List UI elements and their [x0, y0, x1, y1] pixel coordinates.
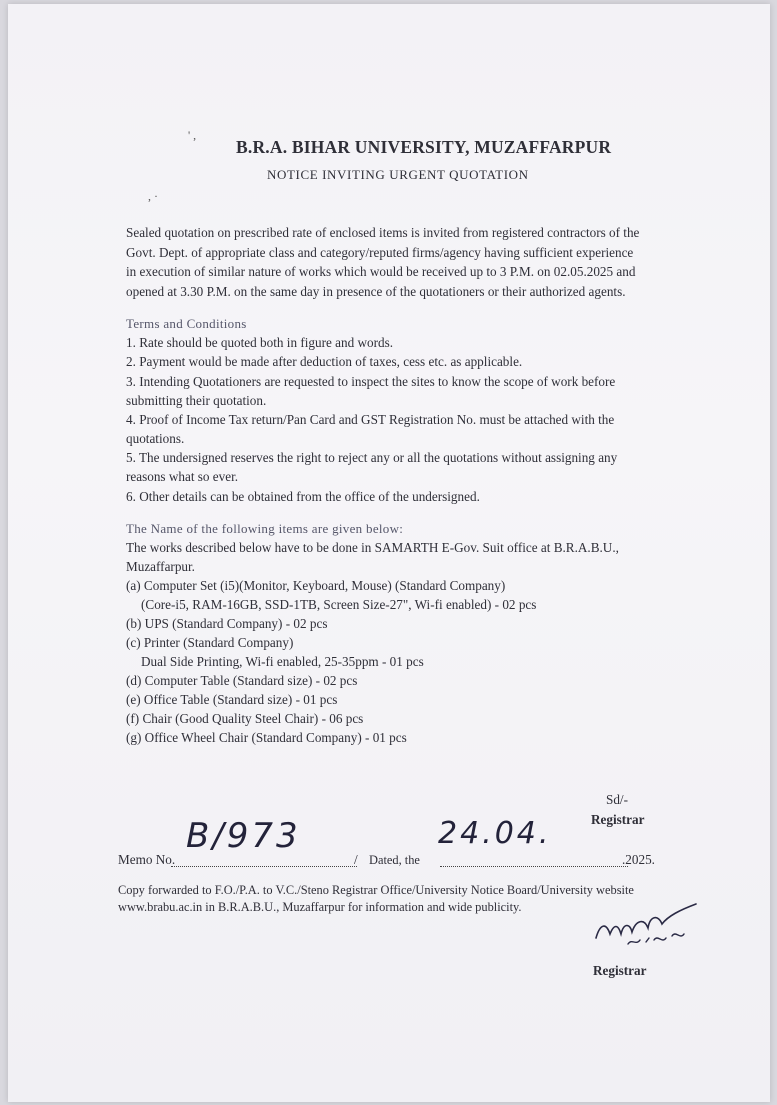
dated-label: Dated, the: [369, 853, 420, 867]
items-intro-line: Muzaffarpur.: [126, 559, 195, 574]
copy-forward-line: Copy forwarded to F.O./P.A. to V.C./Steno Registrar Office/University Notice Board/University website: [118, 883, 634, 897]
memo-number-handwritten: B/973: [186, 816, 301, 856]
intro-line: Sealed quotation on prescribed rate of enclosed items is invited from registered contractors of the: [126, 225, 640, 240]
terms-line: 2. Payment would be made after deduction of taxes, cess etc. as applicable.: [126, 354, 523, 369]
item-line: Dual Side Printing, Wi-fi enabled, 25-35ppm - 01 pcs: [141, 654, 424, 669]
terms-line: 5. The undersigned reserves the right to reject any or all the quotations without assigning any: [126, 450, 618, 465]
item-line: (Core-i5, RAM-16GB, SSD-1TB, Screen Size-27", Wi-fi enabled) - 02 pcs: [141, 597, 537, 612]
terms-line: submitting their quotation.: [126, 393, 267, 408]
item-line: (c) Printer (Standard Company): [126, 635, 294, 650]
memo-label: Memo No.: [118, 852, 176, 867]
notice-paper: [8, 4, 770, 1102]
date-dotted-line: [440, 852, 628, 867]
intro-line: opened at 3.30 P.M. on the same day in presence of the quotationers or their authorized agents.: [126, 284, 626, 299]
intro-line: in execution of similar nature of works which would be received up to 3 P.M. on 02.05.2025 and: [126, 264, 636, 279]
stray-mark: ' ,: [188, 128, 197, 142]
terms-line: 4. Proof of Income Tax return/Pan Card and GST Registration No. must be attached with the: [126, 412, 615, 427]
item-line: (e) Office Table (Standard size) - 01 pcs: [126, 692, 338, 707]
year-suffix: .2025.: [622, 852, 655, 867]
stray-mark: , ·: [148, 189, 158, 203]
notice-title: NOTICE INVITING URGENT QUOTATION: [267, 167, 529, 182]
items-heading: The Name of the following items are given below:: [126, 521, 404, 536]
terms-heading: Terms and Conditions: [126, 316, 247, 331]
terms-line: 6. Other details can be obtained from the office of the undersigned.: [126, 489, 480, 504]
terms-line: 3. Intending Quotationers are requested to inspect the sites to know the scope of work before: [126, 374, 616, 389]
copy-forward-line: www.brabu.ac.in in B.R.A.B.U., Muzaffarpur for information and wide publicity.: [118, 900, 522, 914]
item-line: (b) UPS (Standard Company) - 02 pcs: [126, 616, 328, 631]
terms-line: reasons what so ever.: [126, 469, 239, 484]
memo-separator: /: [354, 852, 358, 867]
signatory-designation: Registrar: [591, 812, 645, 827]
items-intro-line: The works described below have to be done in SAMARTH E-Gov. Suit office at B.R.A.B.U.,: [126, 540, 619, 555]
footer-registrar: Registrar: [593, 963, 647, 978]
handwritten-signature: [588, 894, 708, 954]
intro-line: Govt. Dept. of appropriate class and category/reputed firms/agency having sufficient experience: [126, 245, 634, 260]
terms-line: quotations.: [126, 431, 185, 446]
sd-mark: Sd/-: [606, 792, 628, 807]
item-line: (f) Chair (Good Quality Steel Chair) - 06 pcs: [126, 711, 364, 726]
item-line: (g) Office Wheel Chair (Standard Company) - 01 pcs: [126, 730, 407, 745]
item-line: (a) Computer Set (i5)(Monitor, Keyboard, Mouse) (Standard Company): [126, 578, 506, 593]
terms-line: 1. Rate should be quoted both in figure and words.: [126, 335, 394, 350]
date-handwritten: 24.04.: [438, 816, 552, 851]
university-title: B.R.A. BIHAR UNIVERSITY, MUZAFFARPUR: [236, 137, 612, 157]
item-line: (d) Computer Table (Standard size) - 02 pcs: [126, 673, 358, 688]
